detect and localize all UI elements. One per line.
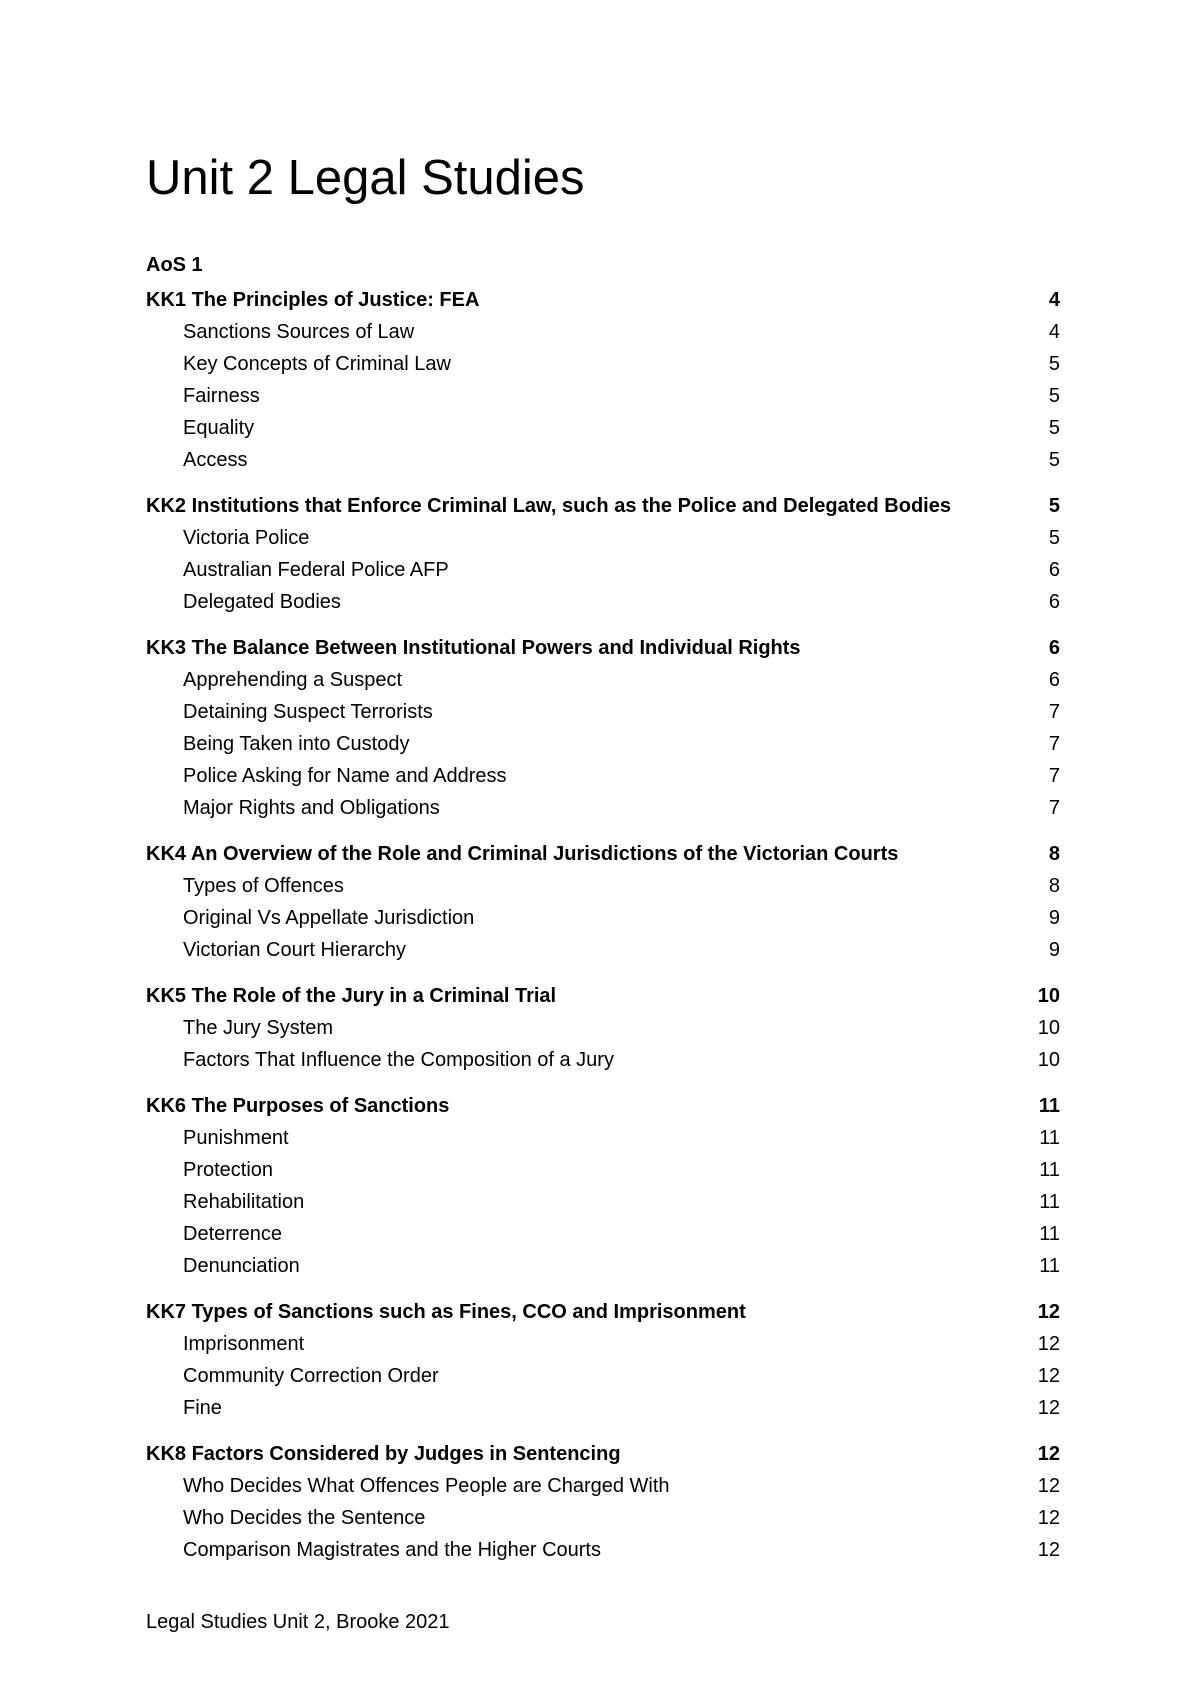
toc-entry-label: Fine (183, 1396, 222, 1419)
toc-entry-label: Punishment (183, 1126, 289, 1149)
toc-heading-label: KK8 Factors Considered by Judges in Sentencing (146, 1442, 621, 1465)
toc-entry-label: Sanctions Sources of Law (183, 320, 415, 343)
toc-entry-page-number: 5 (1048, 352, 1060, 375)
toc-section (146, 490, 1060, 618)
toc-entry-page-number: 11 (1039, 1222, 1060, 1245)
toc-entry-label: Victorian Court Hierarchy (183, 938, 407, 961)
toc-entry[interactable] (146, 522, 1060, 554)
toc-entry[interactable] (146, 1502, 1060, 1534)
toc-entry[interactable] (146, 412, 1060, 444)
toc-entry-page-number: 8 (1048, 874, 1060, 897)
toc-entry-page-number: 6 (1048, 590, 1060, 613)
aos-label: AoS 1 (146, 254, 203, 276)
toc-entry-label: Rehabilitation (183, 1190, 305, 1213)
toc-entry[interactable] (146, 1122, 1060, 1154)
document-title: Unit 2 Legal Studies (146, 151, 585, 205)
toc-entry[interactable] (146, 1250, 1060, 1282)
toc-entry-label: Key Concepts of Criminal Law (183, 352, 451, 375)
toc-entry[interactable] (146, 696, 1060, 728)
toc-entry[interactable] (146, 1328, 1060, 1360)
toc-entry-label: Protection (183, 1158, 274, 1181)
toc-heading-label: KK7 Types of Sanctions such as Fines, CCO and Imprisonment (146, 1300, 746, 1323)
toc-entry[interactable] (146, 380, 1060, 412)
toc-entry-label: Imprisonment (183, 1332, 305, 1355)
toc-entry[interactable] (146, 902, 1060, 934)
toc-entry-page-number: 12 (1037, 1332, 1060, 1355)
toc-entry-page-number: 6 (1048, 668, 1060, 691)
toc-entry-label: Original Vs Appellate Jurisdiction (183, 906, 475, 929)
toc-entry-page-number: 7 (1048, 700, 1060, 723)
toc-entry-page-number: 12 (1037, 1506, 1060, 1529)
toc-entry-page-number: 6 (1048, 558, 1060, 581)
toc-entry-label: Factors That Influence the Composition of a Jury (183, 1048, 614, 1071)
toc-heading-page-number: 4 (1048, 288, 1060, 311)
toc-entry-page-number: 7 (1048, 796, 1060, 819)
toc-entry[interactable] (146, 1392, 1060, 1424)
toc-section (146, 838, 1060, 966)
toc-section (146, 632, 1060, 824)
toc-entry-page-number: 12 (1037, 1474, 1060, 1497)
toc-section (146, 1438, 1060, 1566)
toc-entry-page-number: 12 (1037, 1396, 1060, 1419)
toc-entry-label: Community Correction Order (183, 1364, 439, 1387)
toc-heading-page-number: 12 (1037, 1442, 1060, 1465)
toc-entry[interactable] (146, 934, 1060, 966)
toc-entry-label: Who Decides the Sentence (183, 1506, 426, 1529)
toc-heading-page-number: 6 (1048, 636, 1060, 659)
toc-section (146, 1090, 1060, 1282)
toc-entry[interactable] (146, 1534, 1060, 1566)
toc-entry-page-number: 11 (1039, 1126, 1060, 1149)
toc-heading-page-number: 10 (1037, 984, 1060, 1007)
toc-entry-page-number: 5 (1048, 384, 1060, 407)
toc-heading-label: KK3 The Balance Between Institutional Powers and Individual Rights (146, 636, 801, 659)
toc-entry-label: Apprehending a Suspect (183, 668, 403, 691)
toc-entry-page-number: 11 (1039, 1158, 1060, 1181)
toc-entry-label: Delegated Bodies (183, 590, 341, 613)
toc-entry-page-number: 12 (1037, 1364, 1060, 1387)
toc-entry[interactable] (146, 1470, 1060, 1502)
toc-entry-label: Denunciation (183, 1254, 300, 1277)
toc-entry[interactable] (146, 1012, 1060, 1044)
toc-entry-label: Detaining Suspect Terrorists (183, 700, 433, 723)
toc-entry-page-number: 9 (1048, 906, 1060, 929)
toc-entry-page-number: 4 (1048, 320, 1060, 343)
toc-entry-label: Australian Federal Police AFP (183, 558, 449, 581)
toc-entry-page-number: 10 (1037, 1016, 1060, 1039)
toc-heading-page-number: 5 (1048, 494, 1060, 517)
toc-entry[interactable] (146, 664, 1060, 696)
toc-section (146, 284, 1060, 476)
toc-entry[interactable] (146, 1044, 1060, 1076)
toc-entry-label: The Jury System (183, 1016, 334, 1039)
toc-heading-page-number: 11 (1038, 1094, 1060, 1117)
toc-entry-page-number: 10 (1037, 1048, 1060, 1071)
toc-entry[interactable] (146, 444, 1060, 476)
toc-heading-page-number: 8 (1048, 842, 1060, 865)
toc-entry[interactable] (146, 1360, 1060, 1392)
toc-entry-label: Deterrence (183, 1222, 282, 1245)
toc-entry[interactable] (146, 760, 1060, 792)
toc-heading-label: KK4 An Overview of the Role and Criminal Jurisdictions of the Victorian Courts (146, 842, 899, 865)
toc-entry-label: Major Rights and Obligations (183, 796, 440, 819)
toc-entry[interactable] (146, 870, 1060, 902)
toc-entry-label: Fairness (183, 384, 260, 407)
toc-entry-label: Types of Offences (183, 874, 344, 897)
toc-heading-label: KK1 The Principles of Justice: FEA (146, 288, 480, 311)
toc-heading[interactable] (146, 838, 1060, 870)
toc-entry-label: Being Taken into Custody (183, 732, 410, 755)
toc-heading-label: KK2 Institutions that Enforce Criminal Law, such as the Police and Delegated Bodies (146, 494, 951, 517)
toc-entry-page-number: 12 (1037, 1538, 1060, 1561)
toc-section (146, 1296, 1060, 1424)
toc-entry-label: Equality (183, 416, 255, 439)
toc-entry-page-number: 7 (1048, 764, 1060, 787)
toc-heading-label: KK5 The Role of the Jury in a Criminal Trial (146, 984, 557, 1007)
toc-entry[interactable] (146, 1186, 1060, 1218)
toc-entry-page-number: 5 (1048, 526, 1060, 549)
toc-entry-page-number: 9 (1048, 938, 1060, 961)
toc-entry[interactable] (146, 316, 1060, 348)
toc-entry-label: Who Decides What Offences People are Charged With (183, 1474, 670, 1497)
toc-entry-label: Victoria Police (183, 526, 310, 549)
toc-entry[interactable] (146, 1154, 1060, 1186)
toc-entry[interactable] (146, 348, 1060, 380)
toc-entry-label: Comparison Magistrates and the Higher Courts (183, 1538, 601, 1561)
toc-heading[interactable] (146, 284, 1060, 316)
toc-entry-page-number: 11 (1039, 1190, 1060, 1213)
toc-entry-page-number: 7 (1048, 732, 1060, 755)
toc-entry[interactable] (146, 1218, 1060, 1250)
toc-entry-page-number: 5 (1048, 416, 1060, 439)
toc-entry-page-number: 5 (1048, 448, 1060, 471)
toc-entry[interactable] (146, 586, 1060, 618)
toc-heading[interactable] (146, 980, 1060, 1012)
toc-entry[interactable] (146, 554, 1060, 586)
page-footer: Legal Studies Unit 2, Brooke 2021 (146, 1611, 450, 1633)
toc-entry-label: Access (183, 448, 248, 471)
toc-heading[interactable] (146, 490, 1060, 522)
toc-entry-label: Police Asking for Name and Address (183, 764, 507, 787)
toc-entry[interactable] (146, 728, 1060, 760)
toc-section (146, 980, 1060, 1076)
table-of-contents (146, 250, 1060, 1566)
toc-entry[interactable] (146, 792, 1060, 824)
toc-heading[interactable] (146, 1296, 1060, 1328)
toc-entry-page-number: 11 (1039, 1254, 1060, 1277)
toc-heading-label: KK6 The Purposes of Sanctions (146, 1094, 450, 1117)
toc-heading-page-number: 12 (1037, 1300, 1060, 1323)
toc-heading[interactable] (146, 1438, 1060, 1470)
toc-heading[interactable] (146, 1090, 1060, 1122)
toc-heading[interactable] (146, 632, 1060, 664)
